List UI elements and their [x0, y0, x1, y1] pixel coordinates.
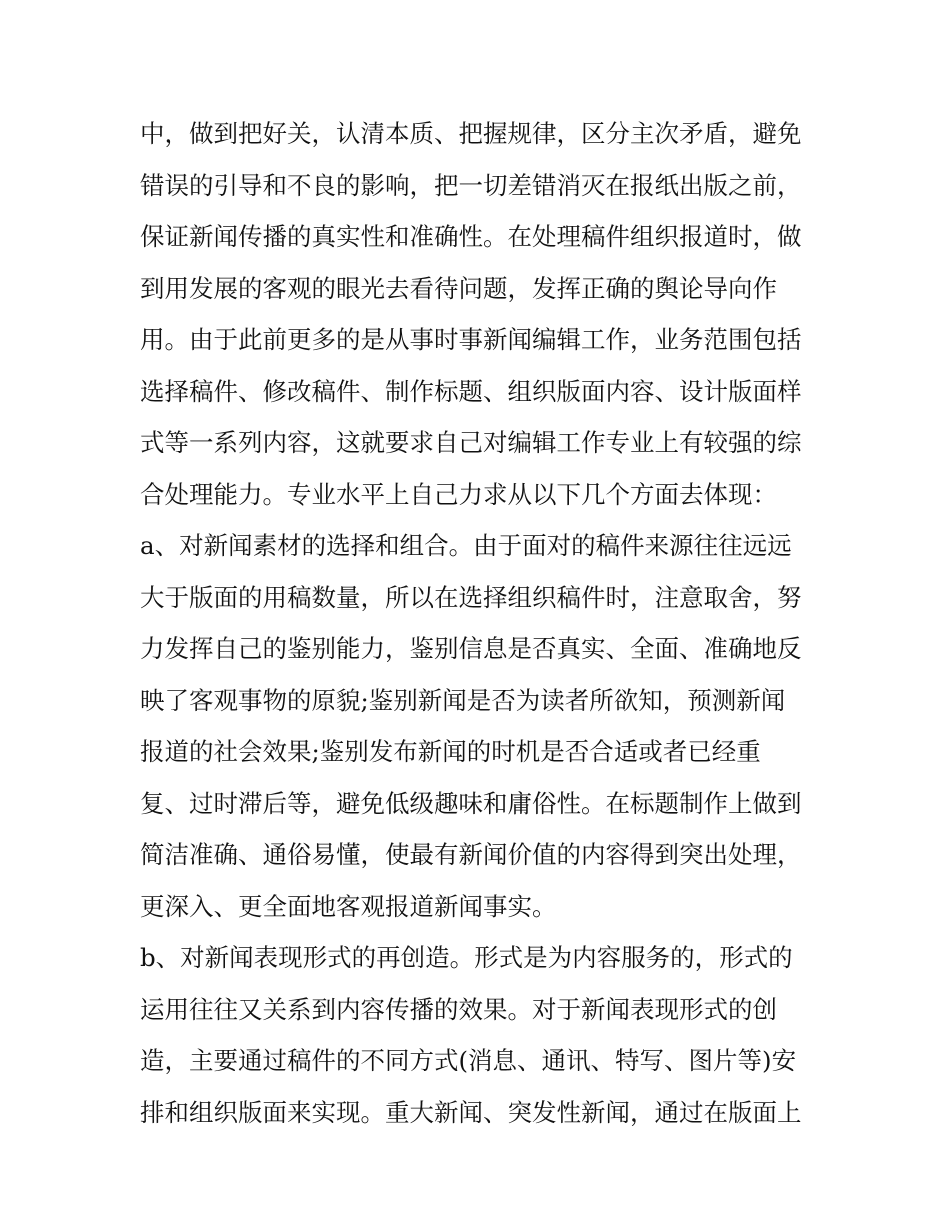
text-line: 简洁准确、通俗易懂，使最有新闻价值的内容得到突出处理， [140, 840, 802, 869]
text-line: 中，做到把好关，认清本质、把握规律，区分主次矛盾，避免 [140, 119, 802, 148]
text-line: 用。由于此前更多的是从事时事新闻编辑工作，业务范围包括 [140, 325, 802, 354]
text-line: 造，主要通过稿件的不同方式(消息、通讯、特写、图片等)安 [140, 1046, 797, 1075]
text-line: 力发挥自己的鉴别能力，鉴别信息是否真实、全面、准确地反 [140, 634, 802, 663]
body-text [140, 108, 820, 1138]
text-line: 映了客观事物的原貌;鉴别新闻是否为读者所欲知，预测新闻 [140, 685, 786, 715]
text-line: 错误的引导和不良的影响，把一切差错消灭在报纸出版之前， [140, 170, 802, 200]
text-line: 保证新闻传播的真实性和准确性。在处理稿件组织报道时，做 [140, 222, 802, 251]
text-line: 报道的社会效果;鉴别发布新闻的时机是否合适或者已经重 [140, 737, 761, 766]
section-a-start: a、对新闻素材的选择和组合。由于面对的稿件来源往往远远 [140, 531, 792, 560]
section-b-start: b、对新闻表现形式的再创造。形式是为内容服务的，形式的 [140, 943, 793, 972]
text-line: 合处理能力。专业水平上自己力求从以下几个方面去体现： [140, 479, 777, 509]
text-line: 大于版面的用稿数量，所以在选择组织稿件时，注意取舍，努 [140, 582, 802, 612]
text-line: 更深入、更全面地客观报道新闻事实。 [140, 891, 557, 921]
text-line: 运用往往又关系到内容传播的效果。对于新闻表现形式的创 [140, 994, 777, 1024]
text-line: 复、过时滞后等，避免低级趣味和庸俗性。在标题制作上做到 [140, 788, 802, 818]
text-line: 到用发展的客观的眼光去看待问题，发挥正确的舆论导向作 [140, 273, 777, 303]
text-line: 选择稿件、修改稿件、制作标题、组织版面内容、设计版面样 [140, 376, 802, 406]
text-line: 式等一系列内容，这就要求自己对编辑工作专业上有较强的综 [140, 428, 802, 457]
text-line: 排和组织版面来实现。重大新闻、突发性新闻，通过在版面上 [140, 1097, 802, 1127]
